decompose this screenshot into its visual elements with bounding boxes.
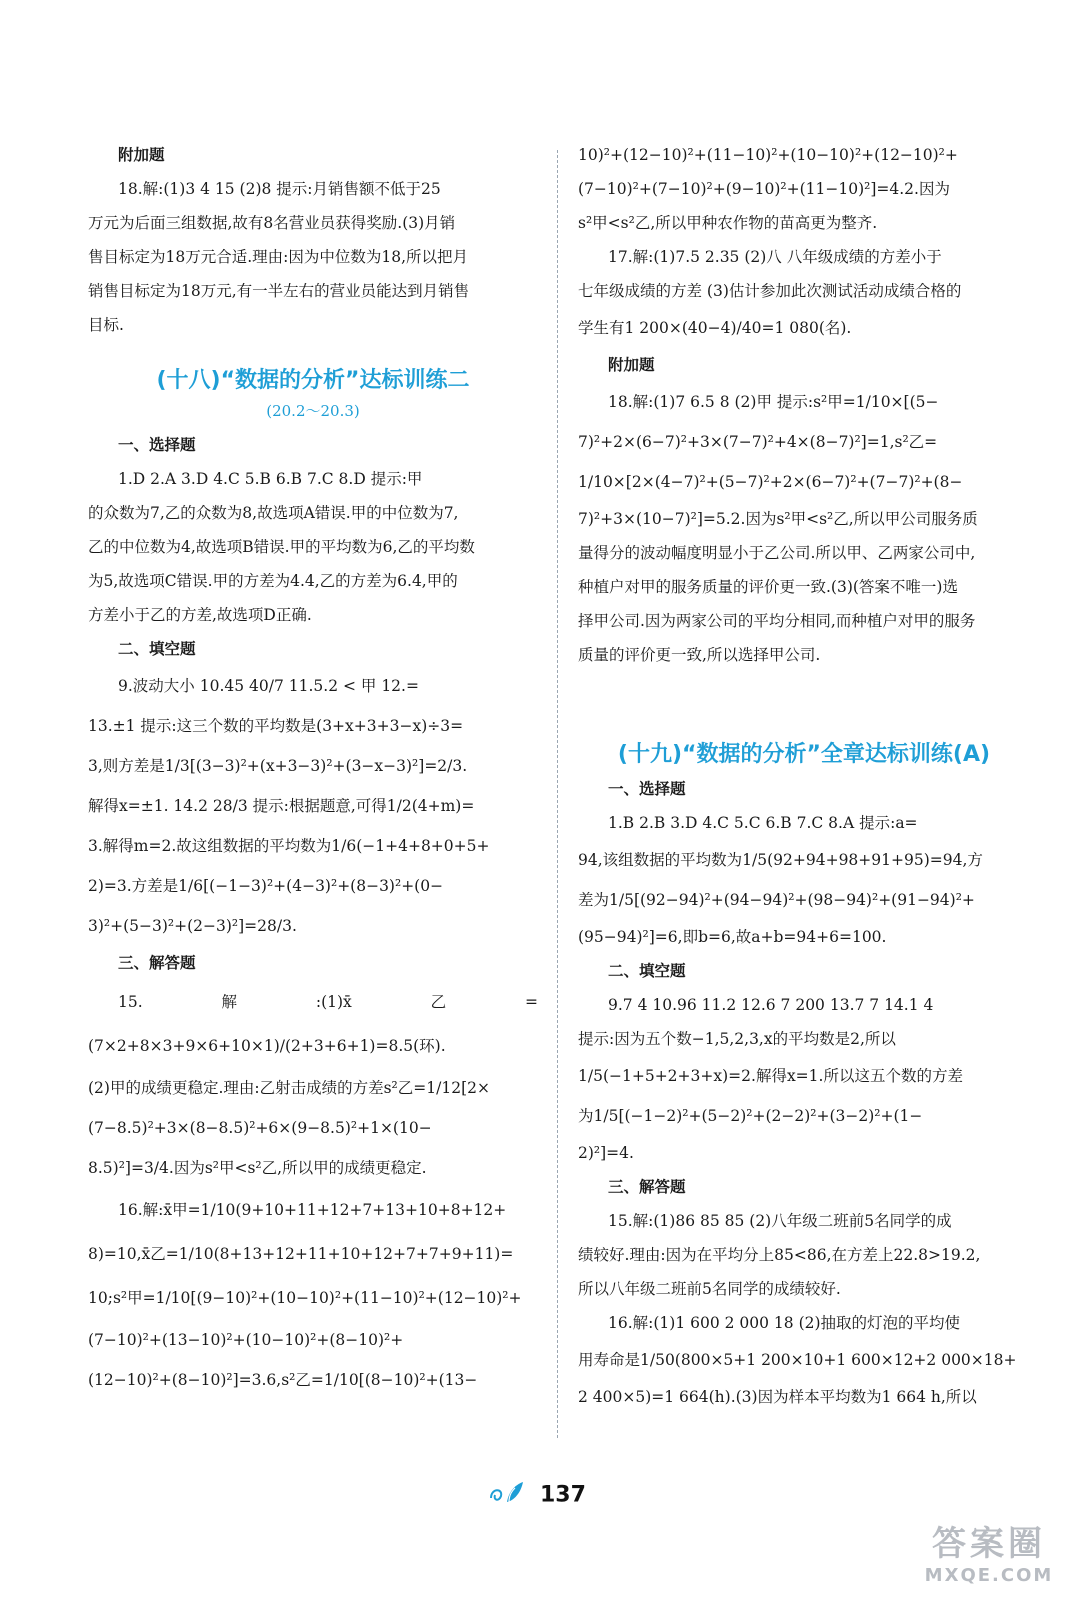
text-line: 7)²+3×(10−7)²]=5.2.因为s²甲<s²乙,所以甲公司服务质 <box>578 510 978 528</box>
text-line: 种植户对甲的服务质量的评价更一致.(3)(答案不唯一)选 <box>578 578 958 596</box>
text-line: 2)²]=4. <box>578 1144 634 1162</box>
text-line: 15.解:(1)x̄乙=(7×2+8×3+9×6+10×1)/(2+3+6+1)=8.5(环). <box>88 993 538 1055</box>
text-line: 9.7 4 10.96 11.2 12.6 7 200 13.7 7 14.1 4 <box>608 996 934 1014</box>
text-line: 8.5)²]=3/4.因为s²甲<s²乙,所以甲的成绩更稳定. <box>88 1159 427 1177</box>
text-line: 15.解:(1)86 85 85 (2)八年级二班前5名同学的成 <box>608 1212 952 1230</box>
watermark-cn: 答案圈 <box>932 1524 1046 1564</box>
page-number: 137 <box>540 1482 586 1508</box>
text-line: 18.解:(1)3 4 15 (2)8 提示:月销售额不低于25 <box>118 180 441 198</box>
text-line: 1.B 2.B 3.D 4.C 5.C 6.B 7.C 8.A 提示:a= <box>608 814 918 832</box>
text-line: (7−10)²+(13−10)²+(10−10)²+(8−10)²+ <box>88 1331 404 1349</box>
answer-block <box>578 1204 1030 1414</box>
spacer <box>578 672 1030 716</box>
answer-heading: 三、解答题 <box>608 1177 686 1196</box>
choice-heading: 一、选择题 <box>608 779 686 798</box>
text-line: 售目标定为18万元合适.理由:因为中位数为18,所以把月 <box>88 248 469 266</box>
text-line: 9.波动大小 10.45 40/7 11.5.2 < 甲 12.= <box>118 677 419 695</box>
text-line: 解得x=±1. 14.2 28/3 提示:根据题意,可得1/2(4+m)= <box>88 797 475 815</box>
text-line: (12−10)²+(8−10)²]=3.6,s²乙=1/10[(8−10)²+(13− <box>88 1371 478 1389</box>
section-range: (20.2～20.3) <box>266 402 360 420</box>
text-line: 为5,故选项C错误.甲的方差为4.4,乙的方差为6.4,甲的 <box>88 572 458 590</box>
text-line: 8)=10,x̄乙=1/10(8+13+12+11+10+12+7+7+9+11)= <box>88 1245 514 1263</box>
text-line: (95−94)²]=6,即b=6,故a+b=94+6=100. <box>578 928 887 946</box>
q18-block <box>578 382 1030 672</box>
text-line: 差为1/5[(92−94)²+(94−94)²+(98−94)²+(91−94)²+ <box>578 891 975 909</box>
leaf-swirl-icon <box>487 1480 527 1510</box>
text-line: 16.解:(1)1 600 2 000 18 (2)抽取的灯泡的平均使 <box>608 1314 961 1332</box>
text-line: 3)²+(5−3)²+(2−3)²]=28/3. <box>88 917 297 935</box>
text-line: 16.解:x̄甲=1/10(9+10+11+12+7+13+10+8+12+ <box>118 1201 507 1219</box>
text-line: 万元为后面三组数据,故有8名营业员获得奖励.(3)月销 <box>88 214 456 232</box>
watermark-en: MXQE.COM <box>924 1565 1054 1586</box>
q18-block <box>88 172 538 342</box>
q17-block <box>578 240 1030 348</box>
fill-heading: 二、填空题 <box>118 639 196 658</box>
text-line: 1/5(−1+5+2+3+x)=2.解得x=1.所以这五个数的方差 <box>578 1067 963 1085</box>
text-line: 为1/5[(−1−2)²+(5−2)²+(2−2)²+(3−2)²+(1− <box>578 1107 923 1125</box>
text-line: 1/10×[2×(4−7)²+(5−7)²+2×(6−7)²+(7−7)²+(8− <box>578 473 963 491</box>
text-line: 10)²+(12−10)²+(11−10)²+(10−10)²+(12−10)²+ <box>578 146 958 164</box>
text-line: (7−8.5)²+3×(8−8.5)²+6×(9−8.5)²+1×(10− <box>88 1119 432 1137</box>
text-line: 2)=3.方差是1/6[(−1−3)²+(4−3)²+(8−3)²+(0− <box>88 877 444 895</box>
text-line: (2)甲的成绩更稳定.理由:乙射击成绩的方差s²乙=1/12[2× <box>88 1079 490 1097</box>
text-line: 18.解:(1)7 6.5 8 (2)甲 提示:s²甲=1/10×[(5− <box>608 393 939 411</box>
text-line: 目标. <box>88 316 124 334</box>
text-line: s²甲<s²乙,所以甲种农作物的苗高更为整齐. <box>578 214 878 232</box>
text-line: 7)²+2×(6−7)²+3×(7−7)²+4×(8−7)²]=1,s²乙= <box>578 433 938 451</box>
text-line: 质量的评价更一致,所以选择甲公司. <box>578 646 821 664</box>
text-line: 销售目标定为18万元,有一半左右的营业员能达到月销售 <box>88 282 470 300</box>
text-line: 3.解得m=2.故这组数据的平均数为1/6(−1+4+8+0+5+ <box>88 837 490 855</box>
text-line: 绩较好.理由:因为在平均分上85<86,在方差上22.8>19.2, <box>578 1246 981 1264</box>
continuation-block <box>578 138 1030 240</box>
right-column <box>578 138 1030 1414</box>
section-title: (十八)“数据的分析”达标训练二 <box>156 368 470 393</box>
watermark <box>919 1516 1059 1586</box>
extra-heading: 附加题 <box>118 145 165 164</box>
text-line: 10;s²甲=1/10[(9−10)²+(10−10)²+(11−10)²+(12−10)²+ <box>88 1289 522 1307</box>
extra-heading: 附加题 <box>608 355 655 374</box>
choice-block <box>578 806 1030 954</box>
text-line: (7−10)²+(7−10)²+(9−10)²+(11−10)²]=4.2.因为 <box>578 180 950 198</box>
section-title: (十九)“数据的分析”全章达标训练(A) <box>617 742 991 767</box>
text-line: 13.±1 提示:这三个数的平均数是(3+x+3+3−x)÷3= <box>88 717 464 735</box>
page-footer <box>0 1480 1073 1510</box>
fill-block <box>578 988 1030 1170</box>
choice-block <box>88 462 538 632</box>
text-line: 方差小于乙的方差,故选项D正确. <box>88 606 312 624</box>
text-line: 3,则方差是1/3[(3−3)²+(x+3−3)²+(3−x−3)²]=2/3. <box>88 757 468 775</box>
left-column <box>88 138 538 1400</box>
text-line: 量得分的波动幅度明显小于乙公司.所以甲、乙两家公司中, <box>578 544 976 562</box>
text-line: 用寿命是1/50(800×5+1 200×10+1 600×12+2 000×18+ <box>578 1351 1017 1369</box>
fill-heading: 二、填空题 <box>608 961 686 980</box>
column-divider <box>557 150 558 1438</box>
answer-block <box>88 980 538 1400</box>
choice-heading: 一、选择题 <box>118 435 196 454</box>
text-line: 1.D 2.A 3.D 4.C 5.B 6.B 7.C 8.D 提示:甲 <box>118 470 423 488</box>
text-line: 94,该组数据的平均数为1/5(92+94+98+91+95)=94,方 <box>578 851 983 869</box>
text-line: 乙的中位数为4,故选项B错误.甲的平均数为6,乙的平均数 <box>88 538 475 556</box>
text-line: 学生有1 200×(40−4)/40=1 080(名). <box>578 319 852 337</box>
text-line: 择甲公司.因为两家公司的平均分相同,而种植户对甲的服务 <box>578 612 976 630</box>
fill-block <box>88 666 538 946</box>
answer-heading: 三、解答题 <box>118 953 196 972</box>
text-line: 2 400×5)=1 664(h).(3)因为样本平均数为1 664 h,所以 <box>578 1388 977 1406</box>
text-line: 提示:因为五个数−1,5,2,3,x的平均数是2,所以 <box>578 1030 896 1048</box>
text-line: 七年级成绩的方差 (3)估计参加此次测试活动成绩合格的 <box>578 282 962 300</box>
text-line: 17.解:(1)7.5 2.35 (2)八 八年级成绩的方差小于 <box>608 248 942 266</box>
text-line: 的众数为7,乙的众数为8,故选项A错误.甲的中位数为7, <box>88 504 459 522</box>
text-line: 所以八年级二班前5名同学的成绩较好. <box>578 1280 841 1298</box>
